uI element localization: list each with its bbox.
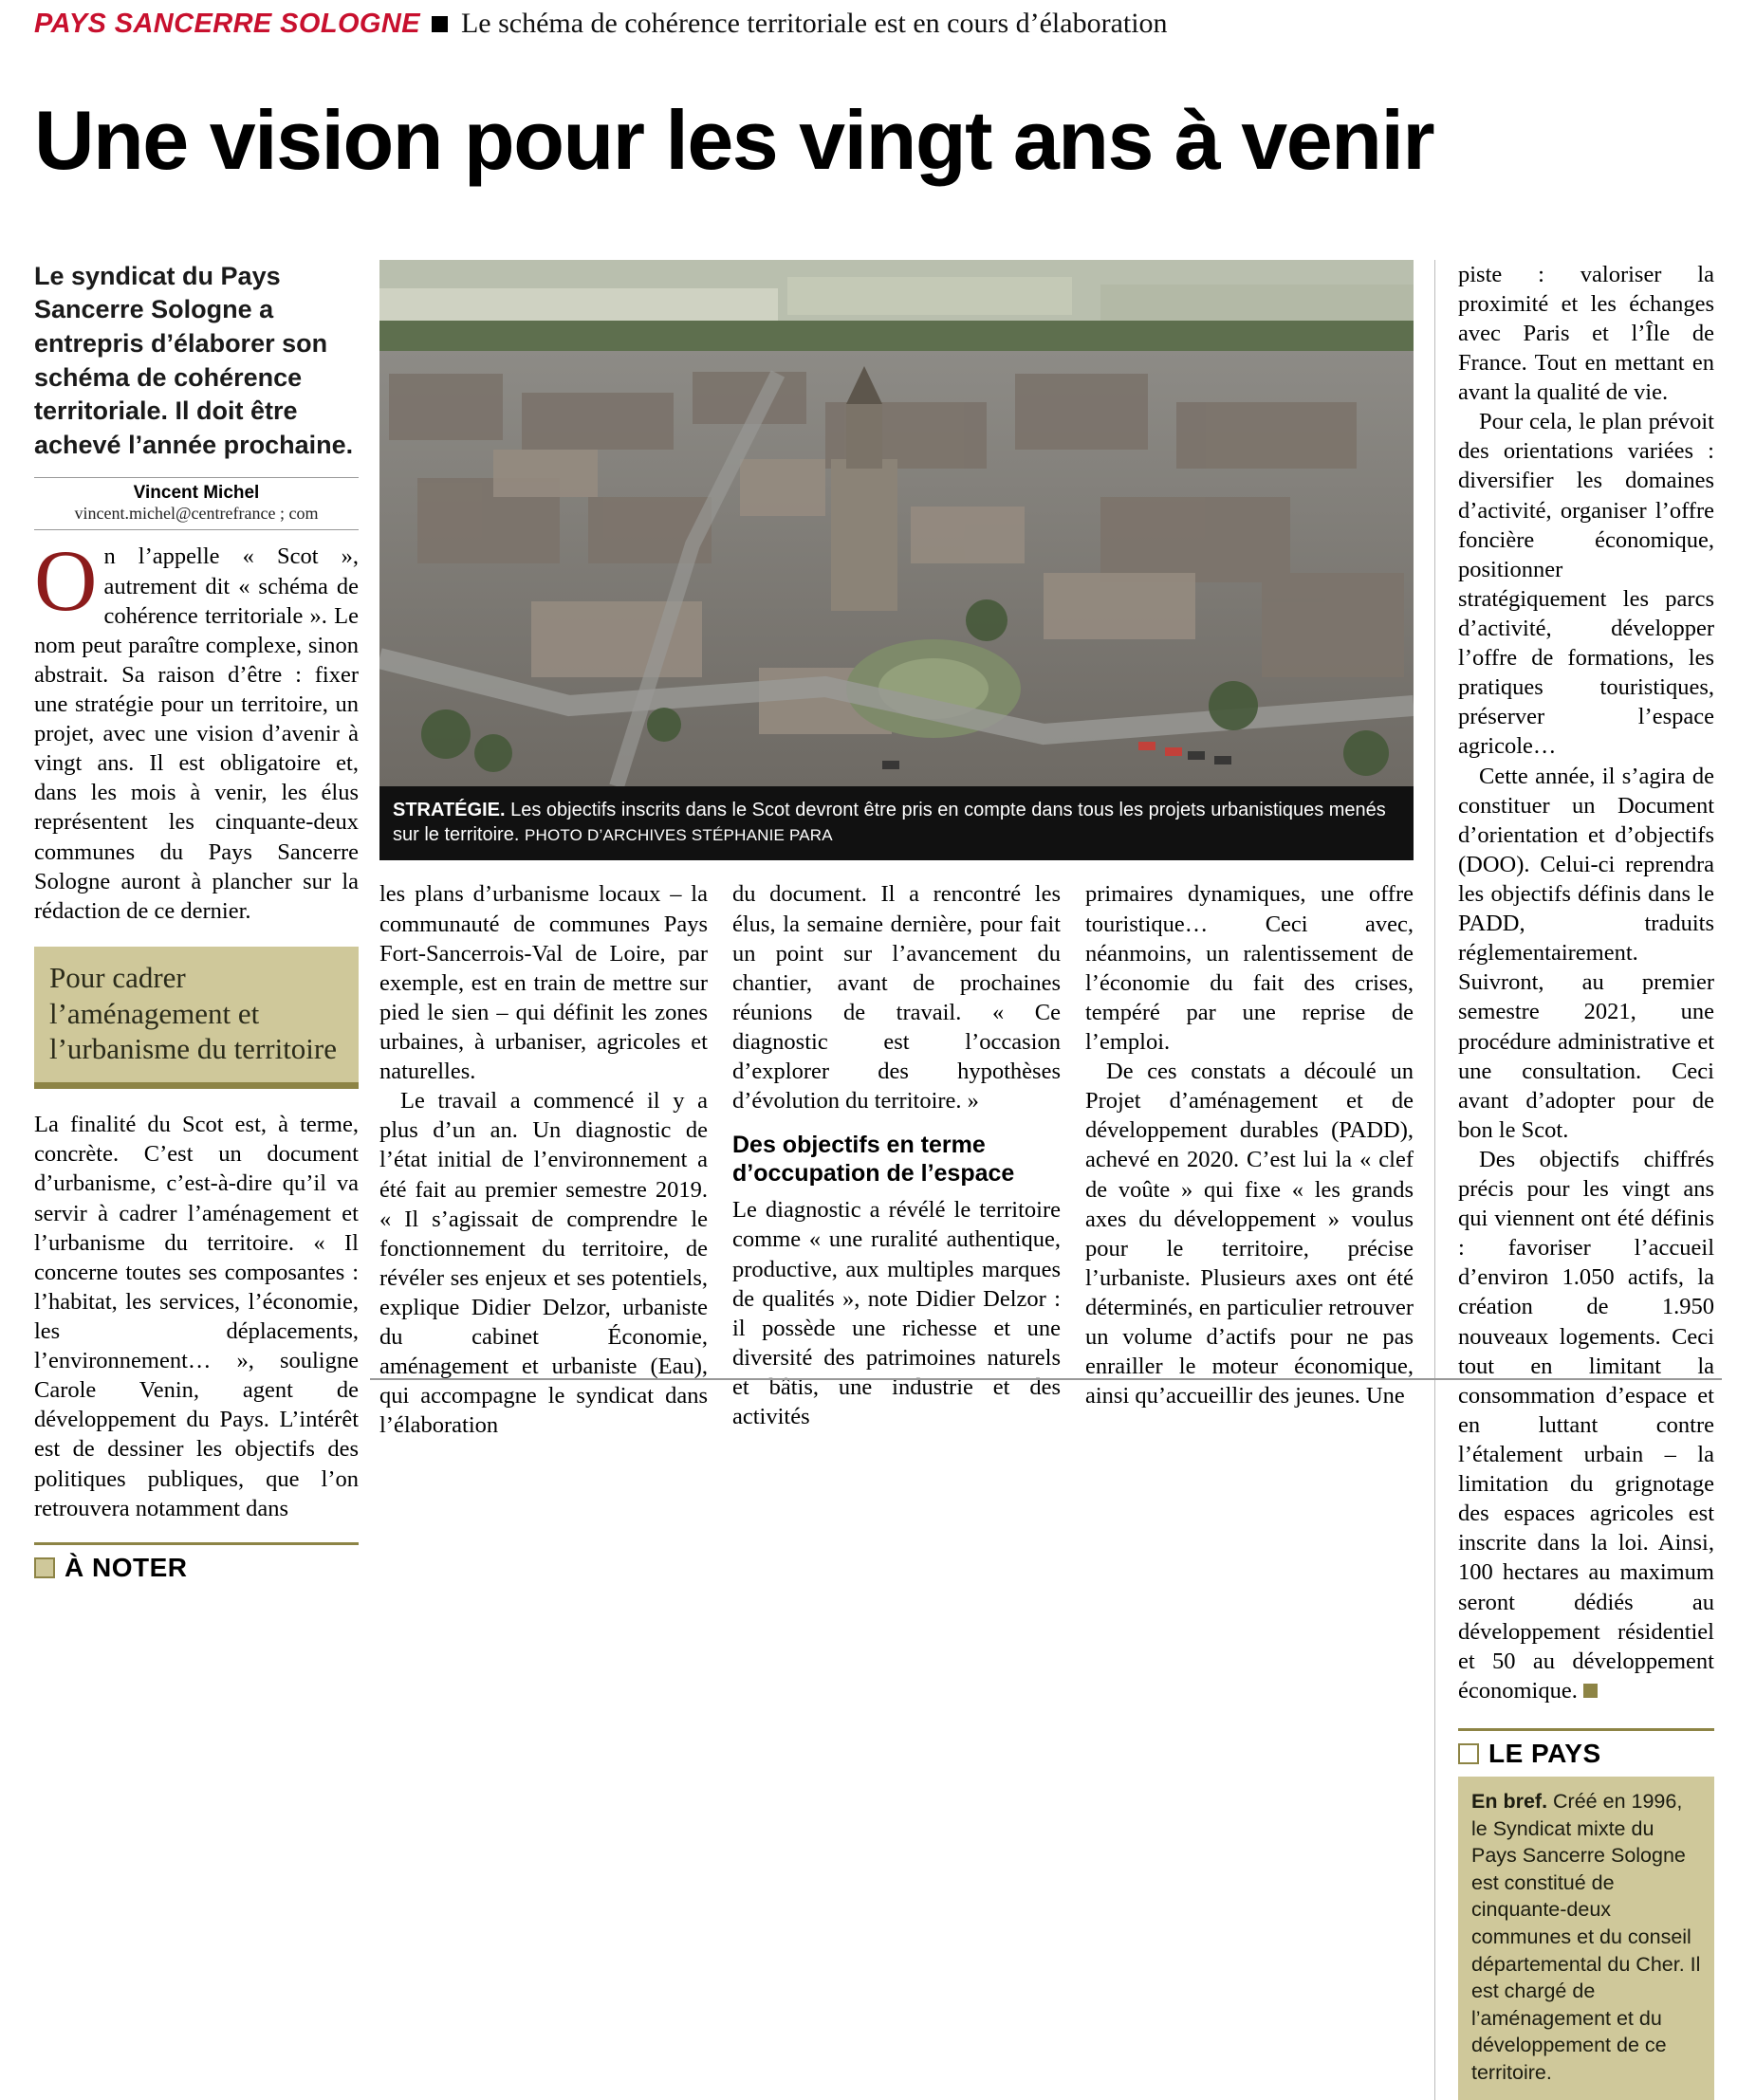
paragraph: De ces constats a découlé un Projet d’aménagement et de développement durables (PADD), achevé en 2020. C’est lui la « clef de voûte » qui fixe « les grands axes du développement » voulus pour le territoire, précise l’urbaniste. Plusieurs axes ont été déterminés, en particulier retrouver un volume d’actifs pour ne pas enrailler le moteur économique, ainsi qu’accueillir des jeunes. Une	[1085, 1059, 1414, 1409]
byline-email: vincent.michel@centrefrance ; com	[74, 504, 319, 524]
a-noter-box	[34, 1542, 359, 1583]
right-column	[1434, 260, 1714, 2100]
pullquote-text: Pour cadrer l’aménagement et l’urbanisme du territoire	[49, 960, 338, 1066]
standfirst: Le syndicat du Pays Sancerre Sologne a entrepris d’élaborer son schéma de cohérence territoriale. Il doit être achevé l’année prochaine.	[34, 261, 354, 459]
page-title: Une vision pour les vingt ans à venir	[34, 92, 1434, 187]
byline-author: Vincent Michel	[133, 483, 260, 504]
note-square-icon	[34, 1557, 55, 1578]
bottom-divider	[370, 1378, 1722, 1380]
photo-block	[379, 260, 1414, 861]
text-column-3	[1085, 879, 1414, 1440]
section-subhead: Des objectifs en terme d’occupation de l’espace	[732, 1132, 1015, 1188]
paragraph: Pour cela, le plan prévoit des orientations variées : diversifier les domaines d’activité, organiser l’offre foncière économique, positionner stratégiquement les parcs d’activité, développer l’offre de formations, les pratiques touristiques, préserver l’espace agricole…	[1458, 409, 1714, 760]
three-column-text	[379, 879, 1414, 1440]
aerial-photo	[379, 260, 1414, 786]
le-pays-body	[1458, 1777, 1714, 2100]
a-noter-title: À NOTER	[65, 1552, 188, 1582]
le-pays-text: Créé en 1996, le Syndicat mixte du Pays Sancerre Sologne est constitué de cinquante-deux communes et du conseil départemental du Cher. Il est chargé de l’aménagement et du développement de ce territoire.	[1471, 1790, 1701, 2084]
le-pays-box	[1458, 1728, 1714, 2100]
bullet-square-icon	[432, 16, 448, 32]
kicker	[0, 0, 1756, 40]
kicker-text: Le schéma de cohérence territoriale est en cours d’élaboration	[460, 8, 1168, 39]
photo-credit: PHOTO D’ARCHIVES STÉPHANIE PARA	[524, 826, 833, 845]
left-lead-paragraph: n l’appelle « Scot », autrement dit « schéma de cohérence territoriale ». Le nom peut paraître complexe, sinon abstrait. Sa raison d’être : fixer une stratégie pour un territoire, un projet, avec une vision d’avenir à vingt ans. Il est obligatoire et, dans les mois à venir, les élus représentent les cinquante-deux communes du Pays Sancerre Sologne auront à plancher sur la rédaction de ce dernier.	[34, 543, 359, 924]
paragraph: Le travail a commencé il y a plus d’un an. Un diagnostic de l’état initial de l’environnement a été fait au premier semestre 2019. « Il s’agissait de comprendre le fonctionnement du territoire, de révéler ses enjeux et ses potentiels, explique Didier Delzor, urbaniste du cabinet Économie, aménagement et urbaniste (Eau), qui accompagne le syndicat dans l’élaboration	[379, 1088, 708, 1439]
pullquote-box	[34, 947, 359, 1089]
left-lead-text	[34, 532, 359, 925]
photo-caption	[379, 786, 1414, 861]
paragraph: Le diagnostic a révélé le territoire comme « une ruralité authentique, productive, aux multiples marques de qualités », note Didier Delzor : il possède une richesse et une diversité des patrimoines naturels et bâtis, une industrie et des activités	[732, 1197, 1061, 1430]
paragraph-with-end-mark	[1458, 1145, 1714, 1705]
caption-text: Les objectifs inscrits dans le Scot devront être pris en compte dans tous les projets urbanistiques menés sur le territoire.	[393, 799, 1386, 846]
box-square-icon	[1458, 1743, 1479, 1764]
right-column-text	[1458, 260, 1714, 1705]
caption-lead: STRATÉGIE.	[393, 799, 506, 820]
left-column	[34, 260, 379, 2100]
paragraph: du document. Il a rencontré les élus, la semaine dernière, pour fait un point sur l’avancement du chantier, avant de prochaines réunions de travail. « Ce diagnostic est l’occasion d’explorer des hypothèses d’évolution du territoire. »	[732, 881, 1061, 1114]
byline	[34, 477, 359, 530]
text-column-1	[379, 879, 708, 1440]
kicker-label: PAYS SANCERRE SOLOGNE	[34, 9, 420, 39]
le-pays-title: LE PAYS	[1488, 1739, 1601, 1769]
left-second-text	[34, 1110, 359, 1523]
end-mark-icon	[1583, 1684, 1598, 1698]
paragraph: piste : valoriser la proximité et les échanges avec Paris et l’Île de France. Tout en mettant en avant la qualité de vie.	[1458, 261, 1714, 406]
paragraph: primaires dynamiques, une offre touristique… Ceci avec, néanmoins, un ralentissement de l’économie du fait des crises, tempéré par une reprise de l’emploi.	[1085, 881, 1414, 1055]
paragraph: Cette année, il s’agira de constituer un Document d’orientation et d’objectifs (DOO). Celui-ci reprendra les objectifs définis dans le PADD, traduits réglementairement. Suivront, au premier semestre 2021, une procédure administrative et une consultation. Ceci avant d’adopter pour de bon le Scot.	[1458, 763, 1714, 1143]
center-column	[379, 260, 1414, 2100]
paragraph-text: Des objectifs chiffrés précis pour les vingt ans qui viennent ont été définis : favoriser l’accueil d’environ 1.050 actifs, la création de 1.950 nouveaux logements. Ceci tout en limitant la consommation d’espace et en luttant contre l’étalement urbain – la limitation du grignotage des espaces agricoles est inscrite dans la loi. Ainsi, 100 hectares au maximum seront dédiés au développement résidentiel et 50 au développement économique.	[1458, 1146, 1714, 1704]
aerial-photo-illustration	[379, 260, 1414, 786]
left-paragraph-after: La finalité du Scot est, à terme, concrète. C’est un document d’urbanisme, c’est-à-dire qu’il va servir à cadrer l’aménagement et l’urbanisme du territoire. « Il concerne toutes ses composantes : l’habitat, les services, l’économie, les déplacements, l’environnement… », souligne Carole Venin, agent de développement du Pays. L’intérêt est de dessiner les objectifs des politiques publiques, que l’on retrouvera notamment dans	[34, 1112, 359, 1521]
paragraph: les plans d’urbanisme locaux – la communauté de communes Pays Fort-Sancerrois-Val de Loire, par exemple, est en train de mettre sur pied le sien – qui définit les zones urbaines, à urbaniser, agricoles et naturelles.	[379, 881, 708, 1085]
article-body	[0, 239, 1756, 2100]
text-column-2	[732, 879, 1061, 1440]
le-pays-lead: En bref.	[1471, 1790, 1548, 1814]
drop-cap: O	[34, 532, 98, 630]
